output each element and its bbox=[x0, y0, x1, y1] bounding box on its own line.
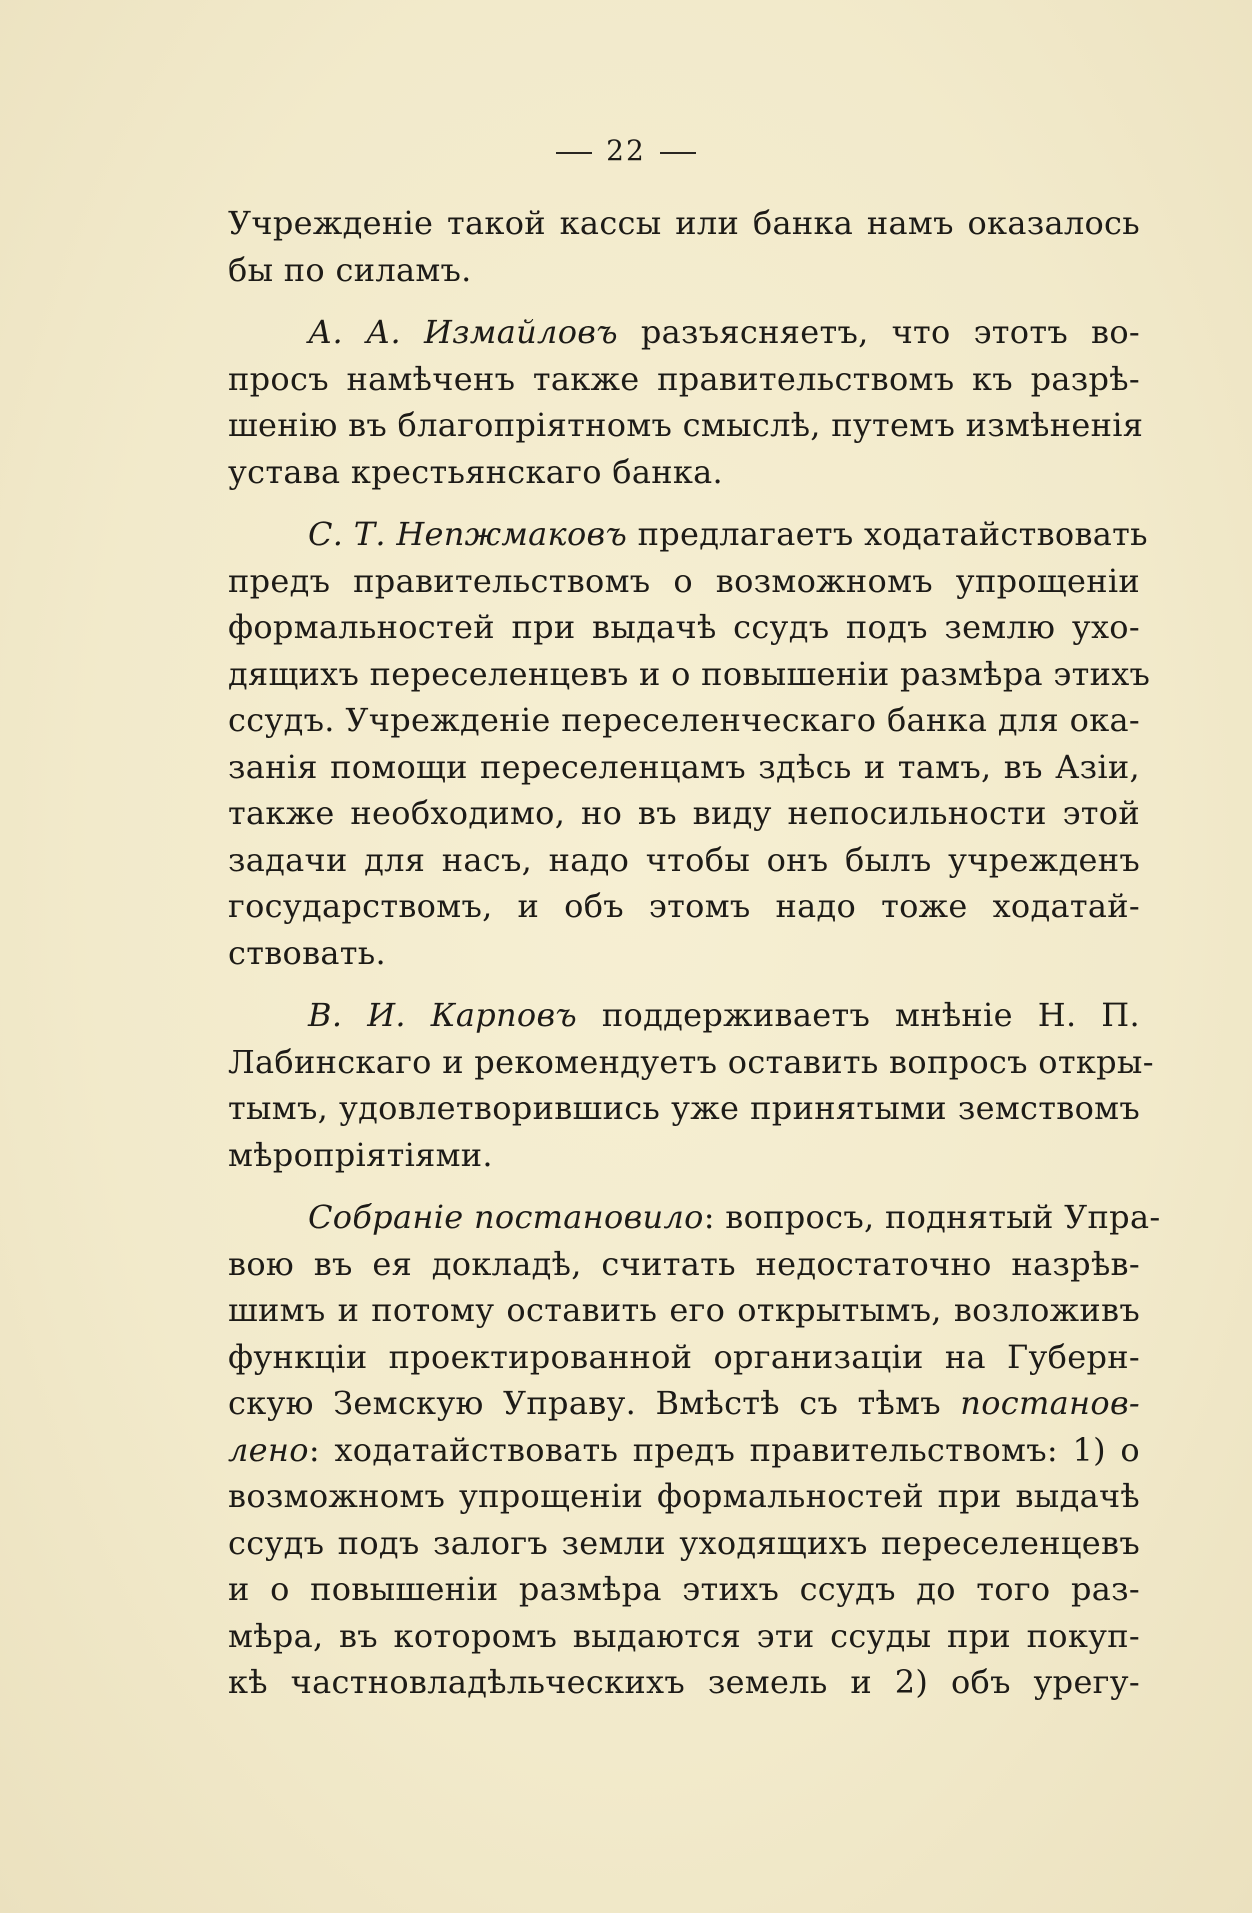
text-run: ствовать. bbox=[228, 933, 386, 972]
text-line bbox=[228, 651, 1151, 698]
text-run: устава крестьянскаго банка. bbox=[228, 452, 724, 491]
italic-run: постанов- bbox=[960, 1384, 1140, 1422]
text-run: ссудъ подъ залогъ земли уходящихъ переселенцевъ bbox=[228, 1523, 1140, 1562]
text-run: : ходатайствовать предъ правительствомъ: 1) о bbox=[308, 1430, 1140, 1469]
text-line bbox=[228, 247, 1140, 294]
text-line bbox=[228, 200, 1140, 247]
text-run: бы по силамъ. bbox=[228, 250, 472, 289]
paragraph-gap bbox=[228, 1178, 1140, 1194]
text-line bbox=[228, 604, 1140, 651]
text-run: предъ правительствомъ о возможномъ упрощеніи bbox=[228, 561, 1140, 600]
text-line bbox=[228, 992, 1140, 1039]
text-line bbox=[228, 1380, 1140, 1427]
page-number-value: 22 bbox=[606, 134, 646, 167]
text-run: задачи для насъ, надо чтобы онъ былъ учрежденъ bbox=[228, 840, 1140, 879]
text-line bbox=[228, 790, 1140, 837]
paragraph-gap bbox=[228, 495, 1140, 511]
text-line bbox=[228, 1566, 1140, 1613]
page-number-right-dash bbox=[660, 152, 696, 154]
text-line bbox=[228, 1194, 1161, 1241]
text-line bbox=[228, 356, 1140, 403]
text-run: мѣропріятіями. bbox=[228, 1135, 493, 1174]
text-run: возможномъ упрощеніи формальностей при выдачѣ bbox=[228, 1477, 1140, 1515]
text-line bbox=[228, 309, 1140, 356]
text-line bbox=[228, 1334, 1140, 1381]
text-run: скую Земскую Управу. Вмѣстѣ съ тѣмъ bbox=[228, 1384, 961, 1422]
paragraph bbox=[228, 511, 1151, 976]
text-line bbox=[228, 1473, 1140, 1520]
text-line bbox=[228, 1241, 1140, 1288]
text-line bbox=[228, 511, 1148, 558]
text-run: шенію въ благопріятномъ смыслѣ, путемъ измѣненія bbox=[228, 406, 1144, 444]
text-line bbox=[228, 558, 1140, 605]
body-text bbox=[228, 200, 1161, 1706]
text-run: кѣ частновладѣльческихъ земель и 2) объ урегу- bbox=[228, 1663, 1140, 1701]
text-run: Лабинскаго и рекомендуетъ оставить вопросъ откры- bbox=[228, 1042, 1154, 1081]
italic-run: А. А. Измайловъ bbox=[308, 313, 618, 351]
text-run: государствомъ, и объ этомъ надо тоже ходатай- bbox=[228, 887, 1140, 925]
paragraph bbox=[228, 200, 1140, 293]
text-run: шимъ и потому оставить его открытымъ, возложивъ bbox=[228, 1291, 1140, 1329]
italic-run: Собраніе постановило bbox=[308, 1198, 704, 1236]
italic-run: лено bbox=[228, 1430, 309, 1469]
text-run: поддерживаетъ мнѣніе Н. П. bbox=[577, 996, 1140, 1034]
text-run: : вопросъ, поднятый Упра- bbox=[703, 1198, 1161, 1236]
text-run: ссудъ. Учрежденіе переселенческаго банка для ока- bbox=[228, 701, 1140, 739]
text-line bbox=[228, 1085, 1140, 1132]
text-line bbox=[228, 1613, 1140, 1660]
text-line bbox=[228, 930, 1140, 977]
text-run: просъ намѣченъ также правительствомъ къ разрѣ- bbox=[228, 359, 1140, 398]
page-number-left-dash bbox=[556, 152, 592, 154]
text-line bbox=[228, 744, 1140, 791]
italic-run: С. Т. Непжмаковъ bbox=[308, 515, 628, 553]
text-run: и о повышеніи размѣра этихъ ссудъ до того раз- bbox=[228, 1570, 1140, 1608]
text-line bbox=[228, 1427, 1140, 1474]
text-line bbox=[228, 837, 1140, 884]
text-run: функціи проектированной организаціи на Губерн- bbox=[228, 1337, 1140, 1376]
text-line bbox=[228, 1132, 1140, 1179]
text-line bbox=[228, 697, 1140, 744]
paragraph bbox=[228, 992, 1154, 1178]
text-run: мѣра, въ которомъ выдаются эти ссуды при покуп- bbox=[228, 1616, 1140, 1655]
text-line bbox=[228, 1287, 1140, 1334]
paragraph-gap bbox=[228, 293, 1140, 309]
text-line bbox=[228, 402, 1144, 449]
text-line bbox=[228, 883, 1140, 930]
text-line bbox=[228, 1659, 1140, 1706]
text-run: тымъ, удовлетворившись уже принятыми земствомъ bbox=[228, 1089, 1140, 1127]
text-line bbox=[228, 1039, 1154, 1086]
text-run: формальностей при выдачѣ ссудъ подъ землю ухо- bbox=[228, 608, 1140, 646]
text-run: занія помощи переселенцамъ здѣсь и тамъ, въ Азіи, bbox=[228, 747, 1140, 786]
text-run: Учрежденіе такой кассы или банка намъ оказалось bbox=[228, 204, 1140, 242]
paragraph bbox=[228, 1194, 1161, 1706]
text-run: вою въ ея докладѣ, считать недостаточно назрѣв- bbox=[228, 1244, 1140, 1283]
text-run: разъясняетъ, что этотъ во- bbox=[617, 313, 1140, 351]
page-number bbox=[0, 134, 1252, 167]
italic-run: В. И. Карповъ bbox=[308, 996, 578, 1034]
text-line bbox=[228, 1520, 1140, 1567]
paragraph-gap bbox=[228, 976, 1140, 992]
text-line bbox=[228, 449, 1140, 496]
text-run: предлагаетъ ходатайствовать bbox=[627, 515, 1148, 553]
text-run: также необходимо, но въ виду непосильности этой bbox=[228, 794, 1140, 832]
text-run: дящихъ переселенцевъ и о повышеніи размѣра этихъ bbox=[228, 654, 1151, 693]
paragraph bbox=[228, 309, 1144, 495]
